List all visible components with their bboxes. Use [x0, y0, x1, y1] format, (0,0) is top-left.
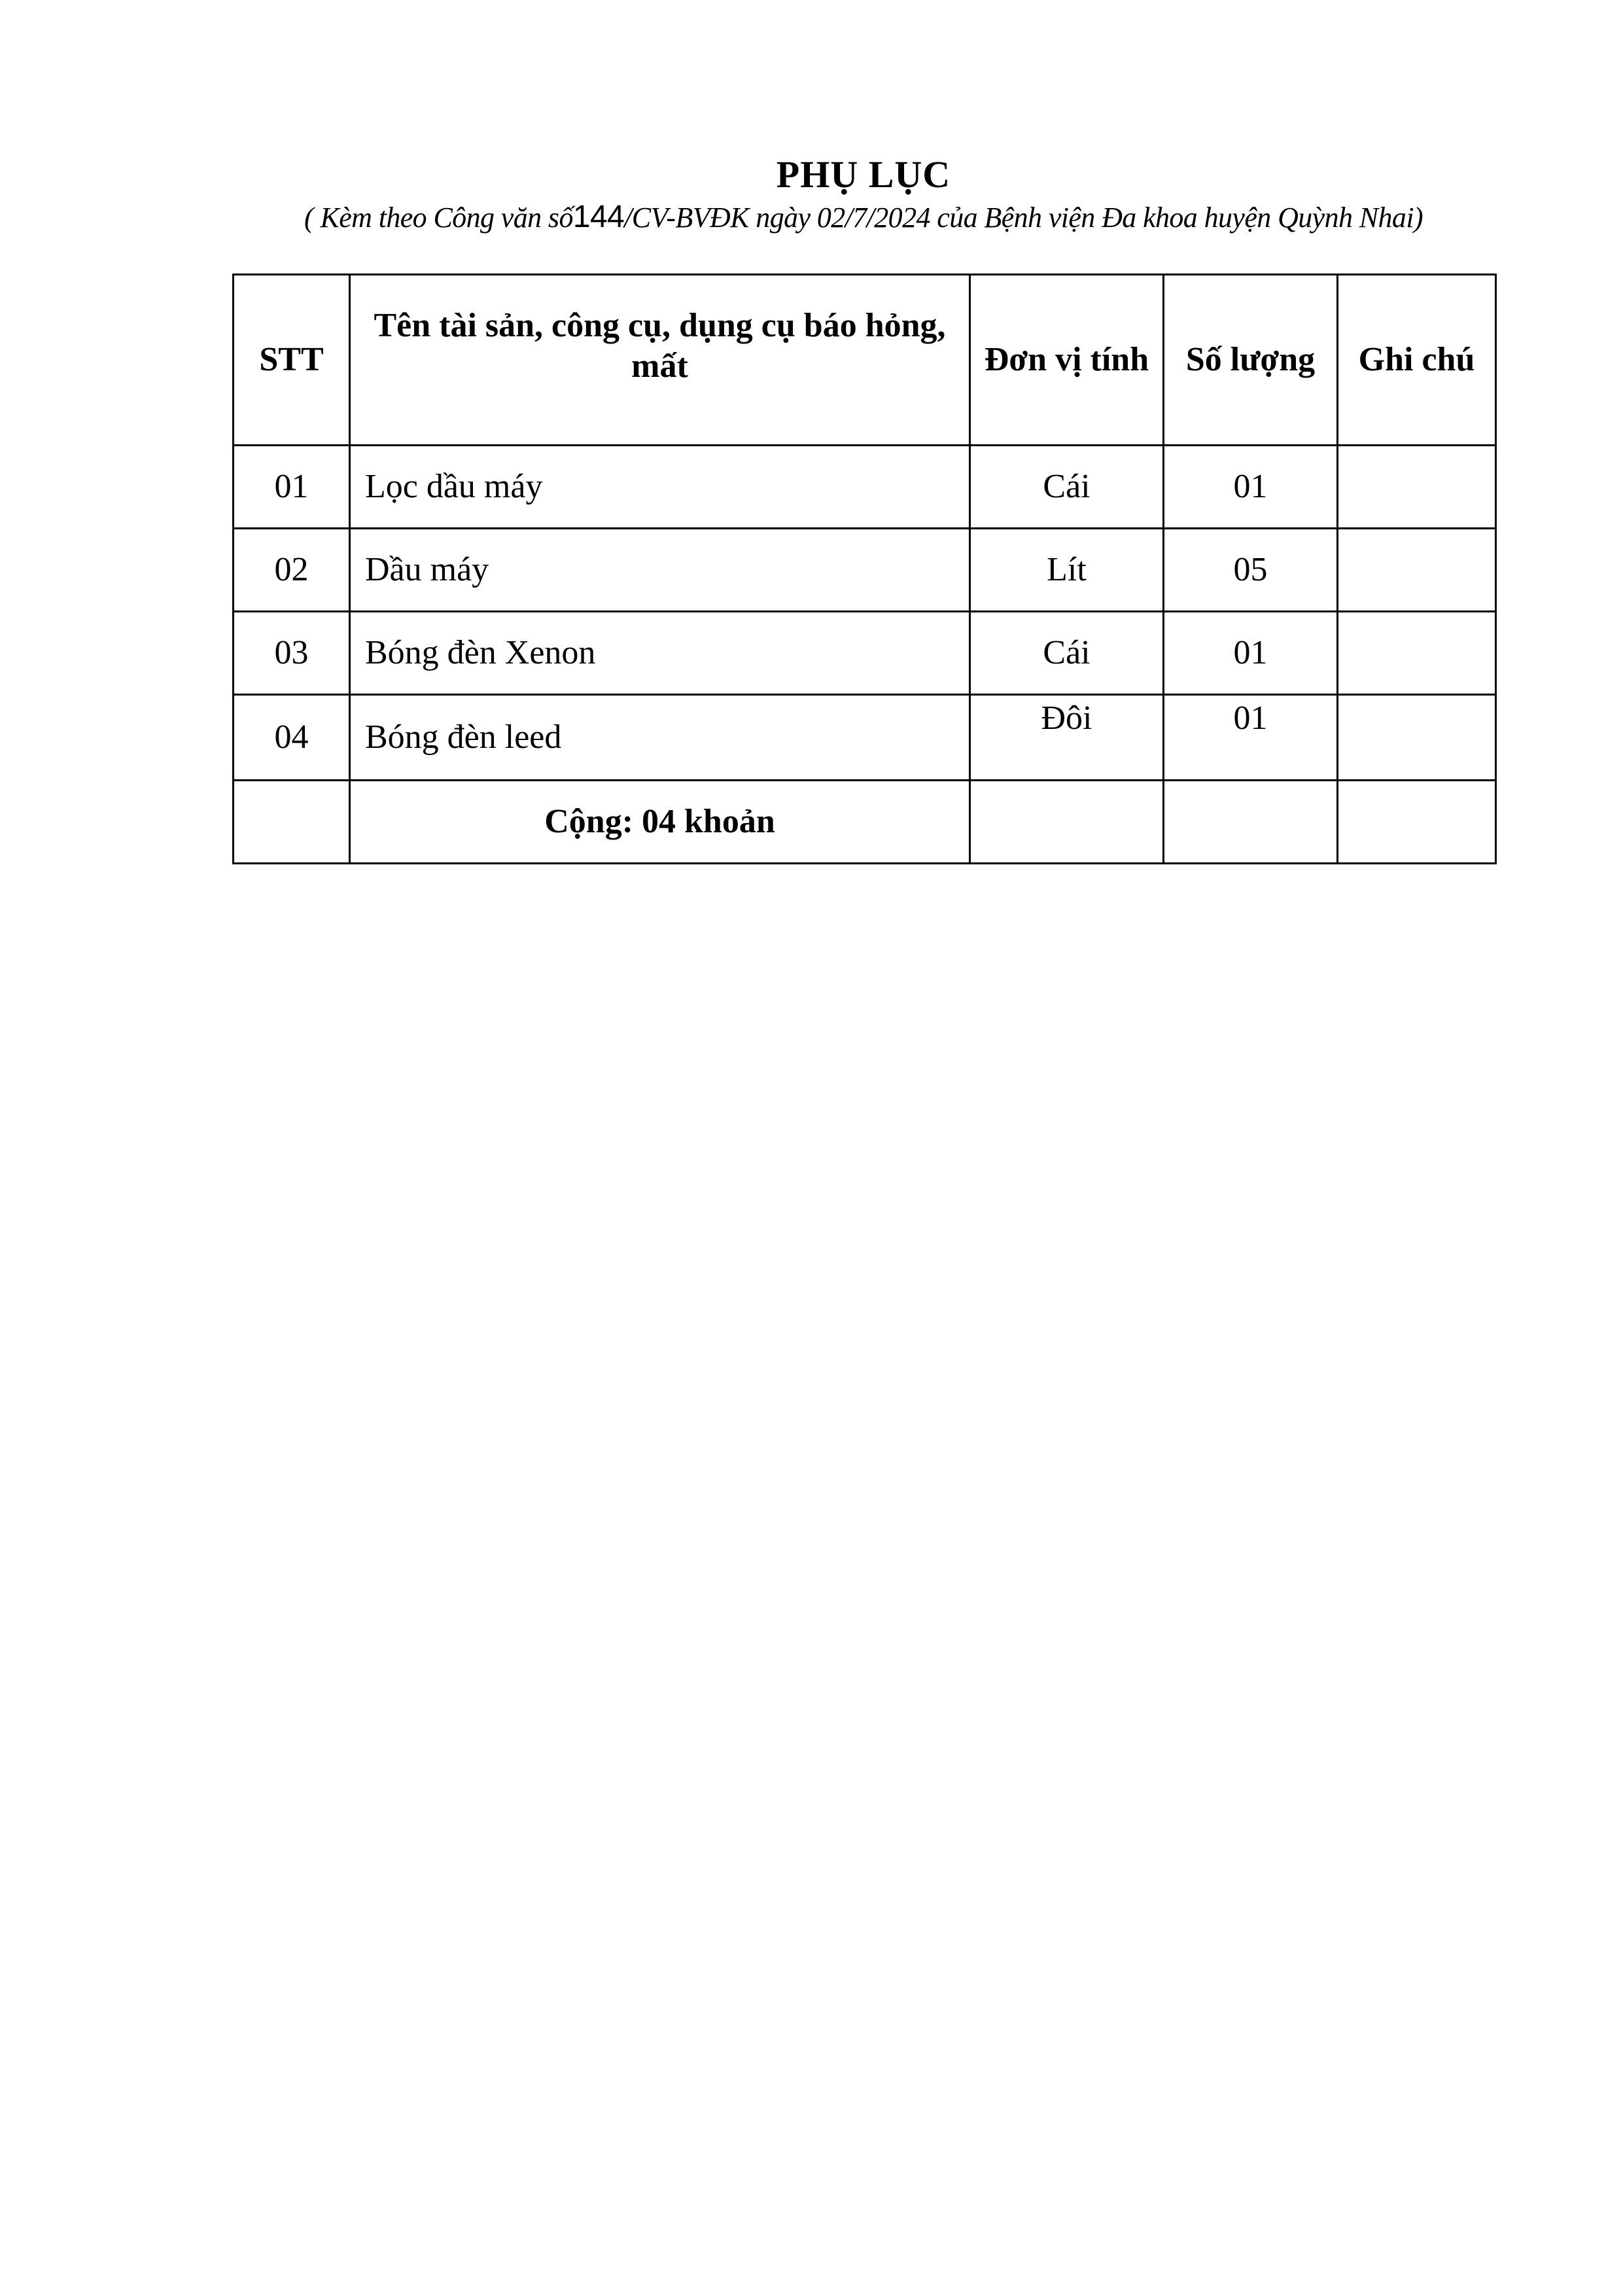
header-stt: STT	[234, 275, 350, 446]
cell-unit: Lít	[970, 529, 1164, 612]
cell-asset-name: Bóng đèn leed	[350, 695, 970, 781]
cell-stt: 04	[234, 695, 350, 781]
subtitle-suffix: /CV-BVĐK ngày 02/7/2024 của Bệnh viện Đa khoa huyện Quỳnh Nhai)	[624, 202, 1423, 234]
appendix-table	[232, 274, 1497, 864]
cell-total-empty	[970, 781, 1164, 864]
table-row	[234, 446, 1496, 529]
cell-quantity: 01	[1164, 612, 1338, 695]
cell-asset-name: Dầu máy	[350, 529, 970, 612]
table-row	[234, 529, 1496, 612]
cell-unit: Cái	[970, 446, 1164, 529]
cell-quantity: 05	[1164, 529, 1338, 612]
cell-total-empty	[234, 781, 350, 864]
header-quantity: Số lượng	[1164, 275, 1338, 446]
total-label: Cộng: 04 khoản	[350, 781, 970, 864]
cell-quantity: 01	[1164, 695, 1338, 781]
header-note: Ghi chú	[1338, 275, 1496, 446]
document-number: 144	[572, 200, 625, 234]
page-title: PHỤ LỤC	[776, 153, 951, 196]
table-total-row	[234, 781, 1496, 864]
cell-total-empty	[1338, 781, 1496, 864]
cell-stt: 02	[234, 529, 350, 612]
header-asset-name: Tên tài sản, công cụ, dụng cụ báo hỏng, mất	[350, 275, 970, 446]
cell-note	[1338, 695, 1496, 781]
cell-unit: Đôi	[970, 695, 1164, 781]
cell-total-empty	[1164, 781, 1338, 864]
cell-quantity: 01	[1164, 446, 1338, 529]
cell-unit: Cái	[970, 612, 1164, 695]
cell-asset-name: Lọc dầu máy	[350, 446, 970, 529]
cell-stt: 01	[234, 446, 350, 529]
subtitle-prefix: ( Kèm theo Công văn số	[304, 202, 573, 234]
cell-note	[1338, 446, 1496, 529]
page-subtitle	[0, 199, 1623, 236]
table-row	[234, 695, 1496, 781]
cell-note	[1338, 612, 1496, 695]
cell-stt: 03	[234, 612, 350, 695]
table-header-row	[234, 275, 1496, 446]
header-unit: Đơn vị tính	[970, 275, 1164, 446]
cell-note	[1338, 529, 1496, 612]
cell-asset-name: Bóng đèn Xenon	[350, 612, 970, 695]
table-row	[234, 612, 1496, 695]
